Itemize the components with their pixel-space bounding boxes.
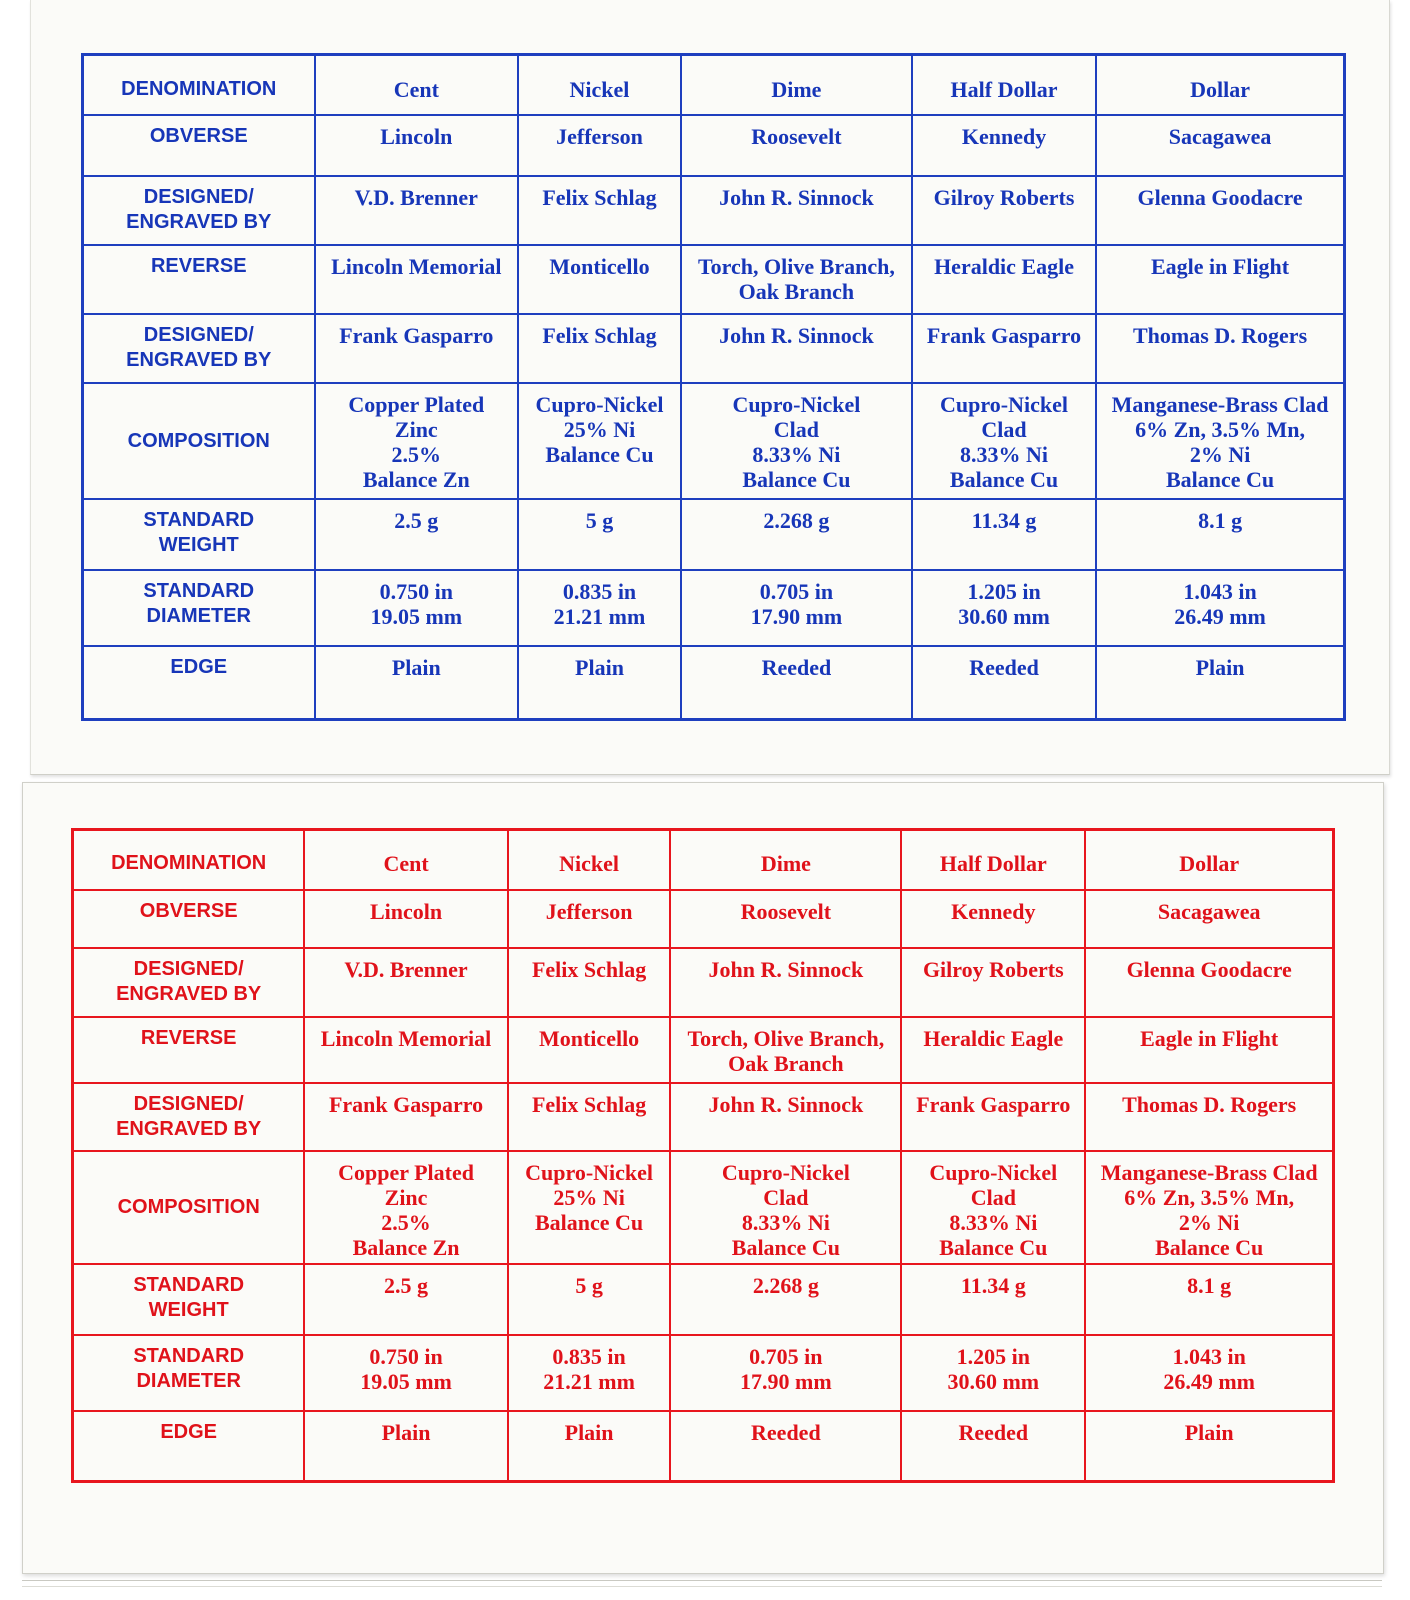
cell-cent: V.D. Brenner xyxy=(304,948,507,1016)
row-composition xyxy=(73,1151,1334,1264)
cell-nickel: Cupro-Nickel 25% Ni Balance Cu xyxy=(508,1151,671,1264)
header-nickel: Nickel xyxy=(508,830,671,890)
cell-dime: 2.268 g xyxy=(681,499,912,570)
header-cent: Cent xyxy=(304,830,507,890)
header-denomination: DENOMINATION xyxy=(73,830,305,890)
cell-dime: Torch, Olive Branch, Oak Branch xyxy=(670,1017,901,1083)
cell-half-dollar: Frank Gasparro xyxy=(912,314,1096,383)
row-standard-diameter xyxy=(73,1335,1334,1411)
row-obverse xyxy=(73,890,1334,948)
cell-dime: Roosevelt xyxy=(670,890,901,948)
red-specification-card xyxy=(22,782,1384,1574)
cell-half-dollar: 11.34 g xyxy=(912,499,1096,570)
card-stack-edge xyxy=(22,1580,1382,1581)
row-label: OBVERSE xyxy=(73,890,305,948)
cell-cent: Lincoln xyxy=(315,115,519,176)
row-edge xyxy=(73,1411,1334,1482)
cell-half-dollar: Kennedy xyxy=(912,115,1096,176)
cell-dollar: Sacagawea xyxy=(1085,890,1333,948)
cell-cent: Lincoln xyxy=(304,890,507,948)
row-label: STANDARD DIAMETER xyxy=(83,570,315,646)
cell-dollar: Eagle in Flight xyxy=(1096,245,1344,314)
cell-dollar: 8.1 g xyxy=(1085,1264,1333,1334)
coin-spec-table-blue xyxy=(81,53,1346,721)
cell-cent: Plain xyxy=(315,646,519,719)
cell-dime: Reeded xyxy=(681,646,912,719)
cell-cent: Lincoln Memorial xyxy=(315,245,519,314)
header-dime: Dime xyxy=(681,55,912,116)
cell-dollar: Manganese-Brass Clad 6% Zn, 3.5% Mn, 2% Ni Balance Cu xyxy=(1096,383,1344,499)
cell-dollar: Eagle in Flight xyxy=(1085,1017,1333,1083)
cell-nickel: Monticello xyxy=(508,1017,671,1083)
cell-cent: 0.750 in 19.05 mm xyxy=(315,570,519,646)
cell-dollar: Manganese-Brass Clad 6% Zn, 3.5% Mn, 2% Ni Balance Cu xyxy=(1085,1151,1333,1264)
cell-nickel: Jefferson xyxy=(508,890,671,948)
header-nickel: Nickel xyxy=(518,55,681,116)
cell-half-dollar: 1.205 in 30.60 mm xyxy=(912,570,1096,646)
cell-dime: 0.705 in 17.90 mm xyxy=(670,1335,901,1411)
cell-cent: Lincoln Memorial xyxy=(304,1017,507,1083)
row-label: EDGE xyxy=(73,1411,305,1482)
row-label: STANDARD WEIGHT xyxy=(83,499,315,570)
cell-cent: Frank Gasparro xyxy=(304,1083,507,1151)
cell-cent: Copper Plated Zinc 2.5% Balance Zn xyxy=(304,1151,507,1264)
row-reverse xyxy=(83,245,1345,314)
cell-dime: Roosevelt xyxy=(681,115,912,176)
row-label: REVERSE xyxy=(73,1017,305,1083)
cell-dime: John R. Sinnock xyxy=(681,176,912,245)
cell-half-dollar: Heraldic Eagle xyxy=(912,245,1096,314)
cell-nickel: Monticello xyxy=(518,245,681,314)
header-dime: Dime xyxy=(670,830,901,890)
cell-dime: Torch, Olive Branch, Oak Branch xyxy=(681,245,912,314)
coin-spec-table-red xyxy=(71,828,1335,1483)
cell-nickel: Felix Schlag xyxy=(518,314,681,383)
cell-dime: John R. Sinnock xyxy=(670,1083,901,1151)
cell-nickel: 0.835 in 21.21 mm xyxy=(508,1335,671,1411)
row-label: EDGE xyxy=(83,646,315,719)
row-obverse-designer xyxy=(73,948,1334,1016)
row-label: COMPOSITION xyxy=(73,1151,305,1264)
header-denomination: DENOMINATION xyxy=(83,55,315,116)
cell-cent: 2.5 g xyxy=(315,499,519,570)
row-label: DESIGNED/ ENGRAVED BY xyxy=(73,948,305,1016)
row-label: OBVERSE xyxy=(83,115,315,176)
header-half-dollar: Half Dollar xyxy=(901,830,1085,890)
cell-half-dollar: Reeded xyxy=(901,1411,1085,1482)
cell-half-dollar: Kennedy xyxy=(901,890,1085,948)
cell-dime: John R. Sinnock xyxy=(670,948,901,1016)
row-label: REVERSE xyxy=(83,245,315,314)
cell-half-dollar: 1.205 in 30.60 mm xyxy=(901,1335,1085,1411)
cell-cent: 2.5 g xyxy=(304,1264,507,1334)
cell-dime: 0.705 in 17.90 mm xyxy=(681,570,912,646)
row-composition xyxy=(83,383,1345,499)
row-label: COMPOSITION xyxy=(83,383,315,499)
cell-cent: Copper Plated Zinc 2.5% Balance Zn xyxy=(315,383,519,499)
cell-nickel: Felix Schlag xyxy=(508,1083,671,1151)
cell-dime: Cupro-Nickel Clad 8.33% Ni Balance Cu xyxy=(670,1151,901,1264)
cell-dollar: Sacagawea xyxy=(1096,115,1344,176)
cell-half-dollar: Reeded xyxy=(912,646,1096,719)
cell-dime: 2.268 g xyxy=(670,1264,901,1334)
cell-half-dollar: Heraldic Eagle xyxy=(901,1017,1085,1083)
row-label: STANDARD WEIGHT xyxy=(73,1264,305,1334)
cell-nickel: Felix Schlag xyxy=(508,948,671,1016)
row-standard-weight xyxy=(73,1264,1334,1334)
cell-dime: John R. Sinnock xyxy=(681,314,912,383)
cell-half-dollar: Cupro-Nickel Clad 8.33% Ni Balance Cu xyxy=(901,1151,1085,1264)
row-label: STANDARD DIAMETER xyxy=(73,1335,305,1411)
header-row xyxy=(83,55,1345,116)
row-edge xyxy=(83,646,1345,719)
cell-half-dollar: Gilroy Roberts xyxy=(901,948,1085,1016)
header-cent: Cent xyxy=(315,55,519,116)
row-label: DESIGNED/ ENGRAVED BY xyxy=(83,176,315,245)
cell-dollar: 8.1 g xyxy=(1096,499,1344,570)
cell-dollar: Thomas D. Rogers xyxy=(1096,314,1344,383)
cell-dollar: 1.043 in 26.49 mm xyxy=(1085,1335,1333,1411)
cell-half-dollar: Cupro-Nickel Clad 8.33% Ni Balance Cu xyxy=(912,383,1096,499)
cell-dollar: 1.043 in 26.49 mm xyxy=(1096,570,1344,646)
blue-specification-card xyxy=(30,0,1390,775)
cell-half-dollar: 11.34 g xyxy=(901,1264,1085,1334)
row-label: DESIGNED/ ENGRAVED BY xyxy=(73,1083,305,1151)
header-dollar: Dollar xyxy=(1096,55,1344,116)
row-standard-diameter xyxy=(83,570,1345,646)
row-label: DESIGNED/ ENGRAVED BY xyxy=(83,314,315,383)
cell-cent: Frank Gasparro xyxy=(315,314,519,383)
row-obverse-designer xyxy=(83,176,1345,245)
cell-cent: 0.750 in 19.05 mm xyxy=(304,1335,507,1411)
cell-dime: Reeded xyxy=(670,1411,901,1482)
cell-dollar: Thomas D. Rogers xyxy=(1085,1083,1333,1151)
header-half-dollar: Half Dollar xyxy=(912,55,1096,116)
header-dollar: Dollar xyxy=(1085,830,1333,890)
cell-dollar: Plain xyxy=(1085,1411,1333,1482)
card-stack-edge xyxy=(22,1586,1382,1587)
cell-cent: Plain xyxy=(304,1411,507,1482)
row-reverse xyxy=(73,1017,1334,1083)
cell-half-dollar: Frank Gasparro xyxy=(901,1083,1085,1151)
cell-dollar: Glenna Goodacre xyxy=(1096,176,1344,245)
row-reverse-designer xyxy=(83,314,1345,383)
cell-nickel: 0.835 in 21.21 mm xyxy=(518,570,681,646)
cell-cent: V.D. Brenner xyxy=(315,176,519,245)
row-reverse-designer xyxy=(73,1083,1334,1151)
cell-dime: Cupro-Nickel Clad 8.33% Ni Balance Cu xyxy=(681,383,912,499)
cell-nickel: Jefferson xyxy=(518,115,681,176)
cell-nickel: Felix Schlag xyxy=(518,176,681,245)
cell-nickel: Plain xyxy=(518,646,681,719)
row-standard-weight xyxy=(83,499,1345,570)
cell-nickel: 5 g xyxy=(508,1264,671,1334)
cell-nickel: 5 g xyxy=(518,499,681,570)
cell-nickel: Cupro-Nickel 25% Ni Balance Cu xyxy=(518,383,681,499)
header-row xyxy=(73,830,1334,890)
cell-dollar: Plain xyxy=(1096,646,1344,719)
cell-nickel: Plain xyxy=(508,1411,671,1482)
cell-half-dollar: Gilroy Roberts xyxy=(912,176,1096,245)
row-obverse xyxy=(83,115,1345,176)
cell-dollar: Glenna Goodacre xyxy=(1085,948,1333,1016)
